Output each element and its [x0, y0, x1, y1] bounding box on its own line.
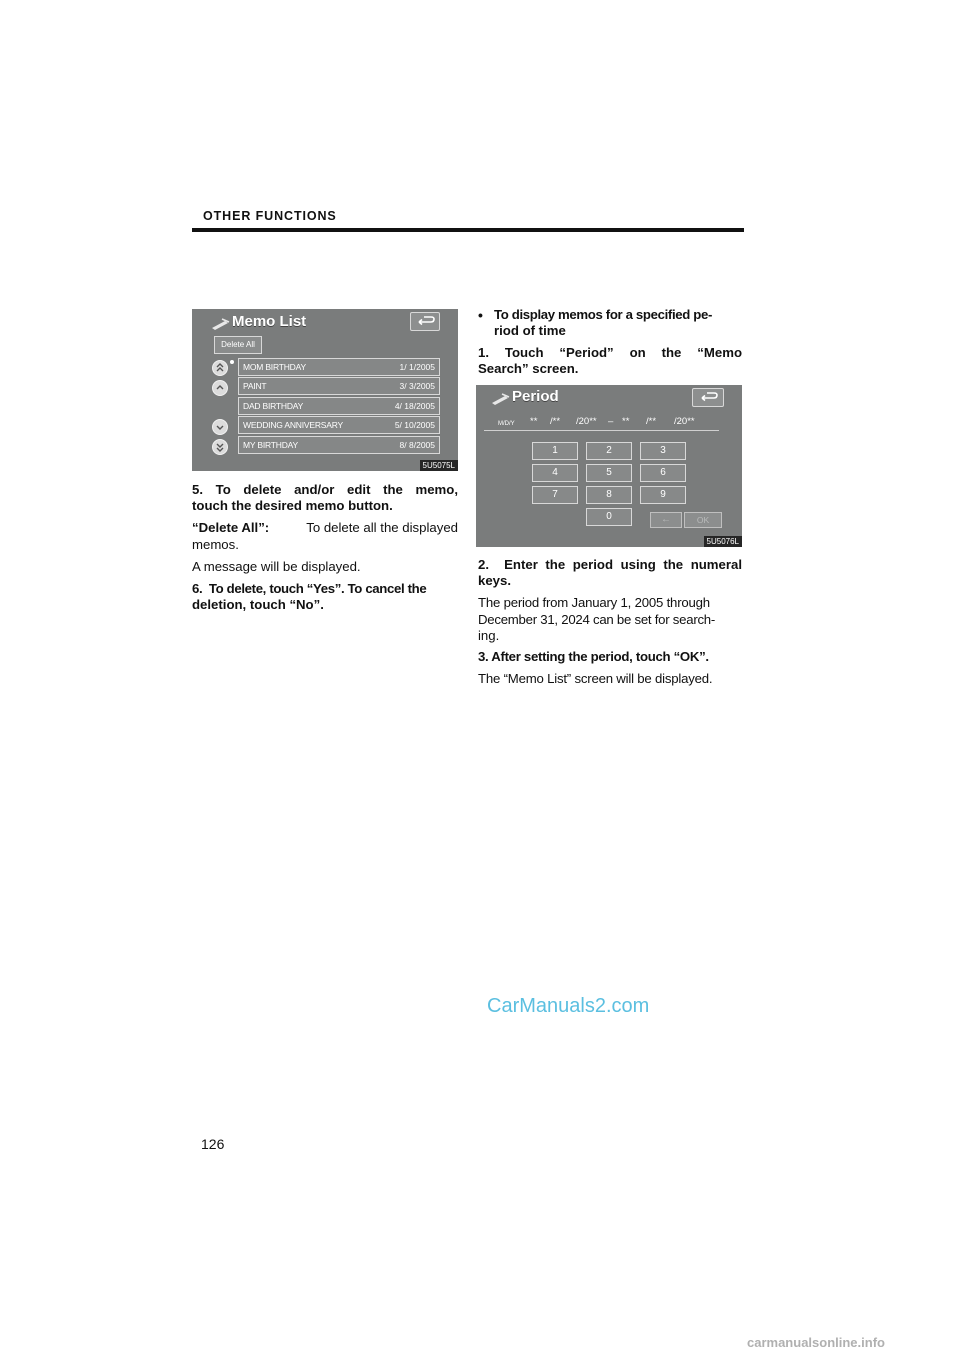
delete-all-desc-line1: To delete all the displayed: [306, 520, 458, 535]
key-4[interactable]: 4: [532, 464, 578, 482]
step1-line2: Search” screen.: [478, 361, 579, 376]
step2-line2: keys.: [478, 573, 512, 588]
memo-date: 8/ 8/2005: [399, 440, 435, 450]
section-heading-line1: To display memos for a specified pe-: [494, 307, 712, 322]
return-arrow-icon: [411, 313, 439, 330]
image-code: 5U5075L: [420, 460, 458, 471]
scroll-position-dot: [230, 360, 234, 364]
memo-row[interactable]: [238, 436, 440, 454]
scroll-up-button[interactable]: [212, 380, 228, 396]
step1-line1: 1. Touch “Period” on the “Memo: [478, 345, 742, 360]
period-note-line3: ing.: [478, 628, 500, 643]
double-up-arrow-icon: [213, 361, 227, 375]
image-code: 5U5076L: [704, 536, 742, 547]
memo-row[interactable]: [238, 397, 440, 415]
period-screen: [476, 385, 742, 547]
date-format-label: M/D/Y: [498, 421, 515, 427]
key-1[interactable]: 1: [532, 442, 578, 460]
backspace-key[interactable]: ←: [650, 512, 682, 528]
key-3[interactable]: 3: [640, 442, 686, 460]
pen-icon: [210, 317, 232, 331]
memo-date: 5/ 10/2005: [394, 420, 435, 430]
memo-name: WEDDING ANNIVERSARY: [243, 420, 343, 430]
back-button[interactable]: [410, 312, 440, 331]
memo-row[interactable]: [238, 377, 440, 395]
start-month[interactable]: **: [530, 416, 538, 427]
end-year[interactable]: /20**: [674, 416, 695, 427]
step5-line2: touch the desired memo button.: [192, 498, 393, 513]
memo-row[interactable]: [238, 358, 440, 376]
memo-date: 1/ 1/2005: [399, 362, 435, 372]
header-rule: [192, 228, 744, 232]
end-month[interactable]: **: [622, 416, 630, 427]
return-arrow-icon: [693, 389, 723, 406]
end-day[interactable]: /**: [646, 416, 657, 427]
memo-date: 3/ 3/2005: [399, 381, 435, 391]
pen-icon: [490, 392, 512, 406]
up-arrow-icon: [213, 381, 227, 395]
delete-all-desc: [192, 520, 458, 553]
step5-line1: 5. To delete and/or edit the memo,: [192, 482, 458, 497]
key-7[interactable]: 7: [532, 486, 578, 504]
start-year[interactable]: /20**: [576, 416, 597, 427]
memo-name: MY BIRTHDAY: [243, 440, 298, 450]
down-arrow-icon: [213, 420, 227, 434]
section-header: OTHER FUNCTIONS: [203, 209, 337, 223]
screen-title: Period: [512, 388, 559, 405]
footer-site: carmanualsonline.info: [747, 1335, 885, 1350]
key-5[interactable]: 5: [586, 464, 632, 482]
step3: 3. After setting the period, touch “OK”.: [478, 649, 709, 664]
date-underline: [484, 430, 719, 431]
step6-line1: 6. To delete, touch “Yes”. To cancel the: [192, 581, 427, 596]
period-note-line2: December 31, 2024 can be set for search-: [478, 611, 716, 627]
scroll-down-button[interactable]: [212, 419, 228, 435]
memo-list-screen: [192, 309, 458, 471]
period-note-line1: The period from January 1, 2005 through: [478, 595, 710, 610]
step6-line2: deletion, touch “No”.: [192, 597, 324, 612]
bullet: •: [478, 307, 483, 323]
date-range-dash: –: [608, 416, 614, 427]
section-heading-line2: riod of time: [494, 323, 566, 338]
double-down-arrow-icon: [213, 440, 227, 454]
key-9[interactable]: 9: [640, 486, 686, 504]
back-button[interactable]: [692, 388, 724, 407]
delete-all-term: “Delete All”:: [192, 520, 270, 535]
key-0[interactable]: 0: [586, 508, 632, 526]
watermark: CarManuals2.com: [487, 995, 650, 1017]
ok-key[interactable]: OK: [684, 512, 722, 528]
memo-name: DAD BIRTHDAY: [243, 401, 304, 411]
memo-name: MOM BIRTHDAY: [243, 362, 306, 372]
page-down-button[interactable]: [212, 439, 228, 455]
memo-row[interactable]: [238, 416, 440, 434]
delete-all-desc-line2: memos.: [192, 536, 239, 552]
period-range-note: [478, 595, 742, 645]
start-day[interactable]: /**: [550, 416, 561, 427]
message-note: A message will be displayed.: [192, 559, 361, 574]
result-note: The “Memo List” screen will be displayed.: [478, 671, 713, 686]
page-up-button[interactable]: [212, 360, 228, 376]
delete-all-button[interactable]: Delete All: [214, 336, 262, 354]
memo-date: 4/ 18/2005: [394, 401, 435, 411]
screen-title: Memo List: [232, 313, 307, 330]
key-6[interactable]: 6: [640, 464, 686, 482]
step2-line1: 2. Enter the period using the numeral: [478, 557, 742, 572]
page-number: 126: [201, 1136, 225, 1152]
key-2[interactable]: 2: [586, 442, 632, 460]
memo-name: PAINT: [243, 381, 267, 391]
key-8[interactable]: 8: [586, 486, 632, 504]
